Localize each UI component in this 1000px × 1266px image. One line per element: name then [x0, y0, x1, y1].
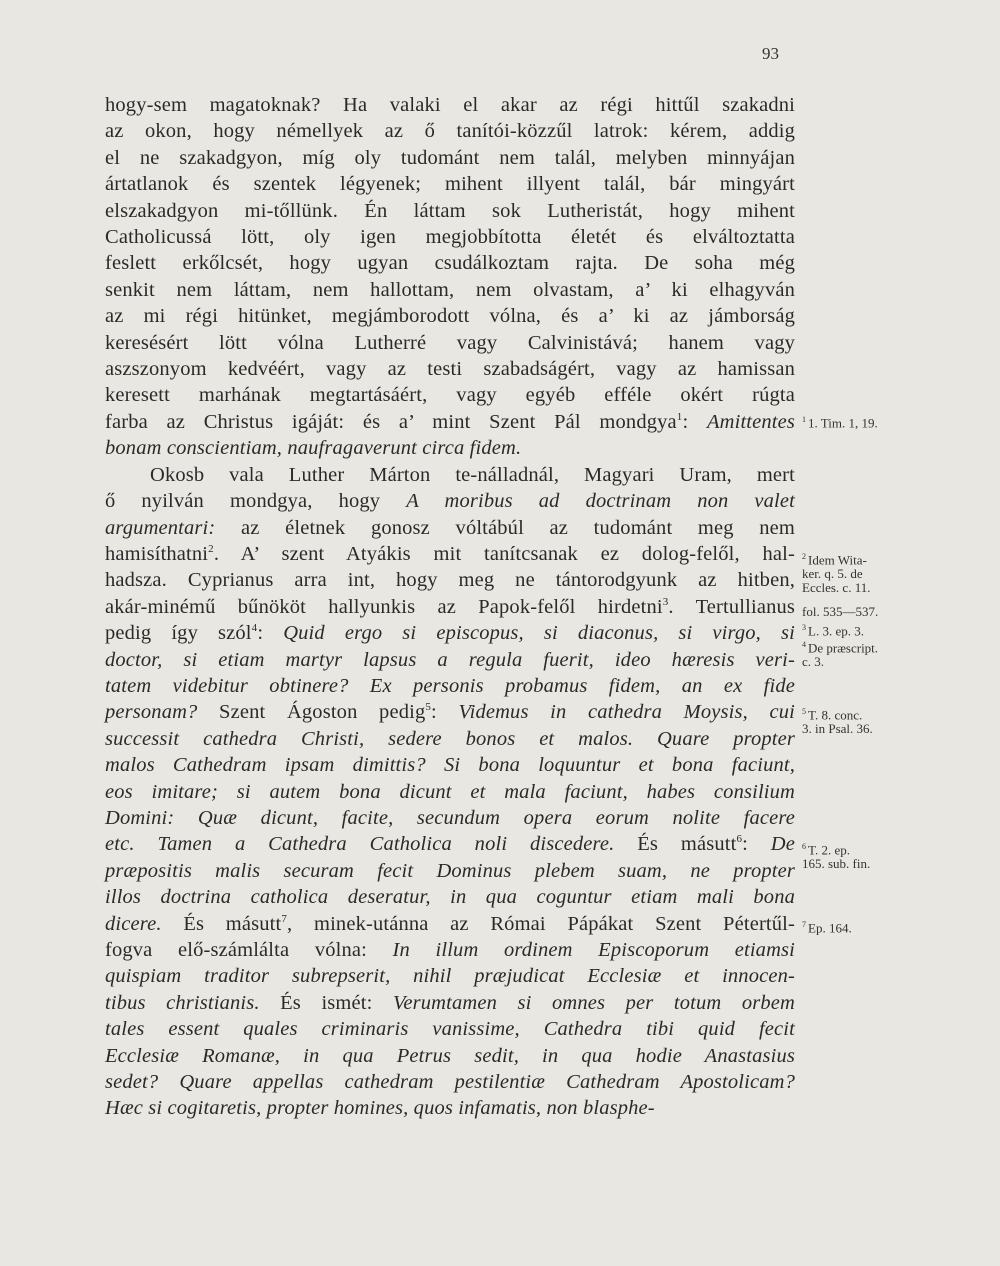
latin-quote: tales essent quales criminaris vanissime, Cathedra tibi quid fecit	[105, 1018, 795, 1041]
latin-quote: Ecclesiæ Romanæ, in qua Petrus sedit, in qua hodie Anastasius	[105, 1044, 795, 1067]
text-run: Szent Ágoston pedig	[197, 701, 426, 724]
margin-note	[802, 705, 873, 736]
text-line	[105, 620, 795, 646]
text-line	[105, 805, 795, 831]
text-line	[105, 858, 795, 884]
text-run: És ismét:	[259, 991, 393, 1014]
latin-quote: bonam conscientiam, naufragaverunt circa fidem.	[105, 437, 522, 460]
text-line	[105, 647, 795, 673]
footnote-ref: 3	[662, 595, 669, 608]
page-number: 93	[762, 44, 779, 63]
margin-note-text: Eccles. c. 11.	[802, 580, 871, 596]
text-run: hadsza. Cyprianus arra int, hogy meg ne tántorodgyunk az hitben,	[105, 569, 795, 592]
margin-note-text: 3. in Psal. 36.	[802, 721, 873, 737]
text-line	[105, 303, 795, 329]
text-line	[105, 250, 795, 276]
latin-quote: doctor, si etiam martyr lapsus a regula fuerit, ideo hæresis veri-	[105, 648, 795, 671]
text-run: :	[682, 410, 707, 433]
latin-quote: De	[770, 833, 796, 856]
text-line	[105, 990, 795, 1016]
footnote-ref: 5	[425, 701, 432, 714]
margin-note-number: 2	[802, 552, 806, 561]
text-line	[105, 884, 795, 910]
margin-note-text: Idem Wita-	[808, 552, 867, 568]
text-line	[105, 937, 795, 963]
margin-note	[802, 621, 864, 638]
margin-note	[802, 638, 878, 669]
margin-note-line	[802, 413, 878, 430]
margin-note-text: 165. sub. fin.	[802, 856, 871, 872]
text-line	[105, 224, 795, 250]
text-line	[105, 198, 795, 224]
text-run: az okon, hogy némellyek az ő tanítói-közzűl latrok: kérem, addig	[105, 120, 795, 143]
margin-note	[802, 413, 878, 430]
text-line	[105, 171, 795, 197]
text-run: feslett erkőlcsét, hogy ugyan csudálkoztam rajta. De soha még	[105, 252, 795, 275]
text-line	[105, 1069, 795, 1095]
text-line	[105, 673, 795, 699]
text-run: És másutt	[614, 833, 737, 856]
latin-quote: Videmus in cathedra Moysis, cui	[458, 701, 795, 724]
margin-note-line	[802, 705, 873, 722]
latin-quote: quispiam traditor subrepserit, nihil præjudicat Ecclesiæ et innocen-	[105, 965, 795, 988]
latin-quote: personam?	[105, 701, 198, 724]
text-run: akár-minémű bűnököt hallyunkis az Papok-felől hirdetni	[105, 595, 663, 618]
text-run: az mi régi hitünket, megjámborodott vólna, és a’ ki az jámborság	[105, 305, 795, 328]
text-run: aszszonyom kedvéért, vagy az testi szabadságért, vagy az hamissan	[105, 358, 795, 381]
margin-note-line	[802, 918, 852, 935]
footnote-ref: 4	[251, 622, 258, 635]
latin-quote: Hæc si cogitaretis, propter homines, quos infamatis, non blasphe-	[105, 1097, 655, 1120]
latin-quote: Amittentes	[706, 410, 796, 433]
latin-quote: tibus christianis.	[105, 991, 260, 1014]
text-line	[105, 726, 795, 752]
footnote-ref: 2	[208, 543, 214, 556]
margin-note-line	[802, 840, 870, 857]
latin-quote: etc. Tamen a Cathedra Catholica noli discedere.	[105, 833, 615, 856]
text-run: fogva elő-számlálta vólna:	[105, 939, 393, 961]
latin-quote: In illum ordinem Episcoporum etiamsi	[392, 939, 795, 961]
text-line	[105, 699, 795, 725]
margin-note-text: T. 2. ep.	[808, 842, 850, 858]
footnote-ref: 7	[281, 912, 288, 925]
text-run: :	[742, 833, 771, 856]
text-line	[105, 911, 795, 937]
margin-note-line	[802, 722, 873, 736]
footnote-ref: 1	[676, 411, 683, 424]
latin-quote: tatem videbitur obtinere? Ex personis probamus fidem, an ex fide	[105, 674, 795, 697]
margin-note-line	[802, 655, 878, 669]
text-line	[105, 435, 795, 461]
margin-note-number: 7	[802, 920, 806, 929]
text-run: :	[257, 622, 284, 645]
text-line	[105, 1095, 795, 1121]
latin-quote: sedet? Quare appellas cathedram pestilentiæ Cathedram Apostolicam?	[105, 1071, 795, 1094]
text-line	[105, 277, 795, 303]
margin-note-line	[802, 857, 870, 871]
latin-quote: argumentari:	[105, 516, 216, 539]
text-run: el ne szakadgyon, míg oly tudománt nem talál, melyben minnyájan	[105, 146, 795, 169]
latin-quote: malos Cathedram ipsam dimittis? Si bona loquuntur et bona faciunt,	[105, 754, 795, 777]
margin-note-text: c. 3.	[802, 654, 825, 670]
margin-note-line	[802, 605, 878, 619]
text-run: keresett marhának megtartásáért, vagy egyéb efféle okért rúgta	[105, 384, 795, 407]
margin-note	[802, 550, 870, 595]
text-line	[105, 409, 795, 435]
margin-note-text: De præscript.	[808, 640, 879, 656]
text-run: farba az Christus igáját: és a’ mint Szent Pál mondgya	[105, 410, 677, 433]
text-line	[105, 567, 795, 593]
margin-note-number: 3	[802, 623, 806, 632]
text-run: pedig így szól	[105, 622, 252, 645]
margin-note-text: fol. 535—537.	[802, 604, 879, 619]
text-line	[105, 831, 795, 857]
text-line	[105, 515, 795, 541]
latin-quote: A moribus ad doctrinam non valet	[406, 490, 795, 513]
text-run: senkit nem láttam, nem hallottam, nem olvastam, a’ ki elhagyván	[105, 278, 795, 301]
text-line	[105, 1016, 795, 1042]
margin-note-line	[802, 550, 870, 567]
latin-quote: Domini: Quæ dicunt, facite, secundum opera eorum nolite facere	[105, 806, 795, 829]
text-run: elszakadgyon mi-tőllünk. Én láttam sok Lutheristát, hogy mihent	[105, 199, 795, 222]
margin-note-text: T. 8. conc.	[808, 707, 863, 723]
margin-note-number: 5	[802, 707, 806, 716]
latin-quote: præpositis malis securam fecit Dominus plebem suam, ne propter	[105, 859, 795, 882]
text-line	[105, 92, 795, 118]
text-line	[105, 118, 795, 144]
margin-note-number: 1	[802, 415, 806, 424]
latin-quote: Verumtamen si omnes per totum orbem	[392, 991, 795, 1014]
text-line	[105, 1043, 795, 1069]
text-run: . A’ szent Atyákis mit tanítcsanak ez dolog-felől, hal-	[213, 542, 795, 565]
text-line	[105, 462, 795, 488]
text-line	[105, 752, 795, 778]
text-line	[105, 488, 795, 514]
margin-note-text: L. 3. ep. 3.	[808, 623, 864, 639]
margin-note-line	[802, 638, 878, 655]
margin-note-line	[802, 621, 864, 638]
latin-quote: illos doctrina catholica deseratur, in qua coguntur etiam mali bona	[105, 886, 795, 909]
text-run: És másutt	[161, 912, 282, 935]
text-run: , minek-utánna az Római Pápákat Szent Pétertűl-	[287, 912, 795, 935]
text-run: az életnek gonosz vóltábúl az tudománt meg nem	[215, 516, 795, 539]
margin-note-text: Ep. 164.	[808, 920, 852, 936]
text-run: keresésért lött vólna Lutherré vagy Calvinistává; hanem vagy	[105, 331, 795, 354]
text-line	[105, 963, 795, 989]
text-run: :	[431, 701, 459, 724]
text-line	[105, 382, 795, 408]
latin-quote: successit cathedra Christi, sedere bonos et malos. Quare propter	[105, 727, 795, 750]
text-run: ő nyilván mondgya, hogy	[105, 490, 407, 513]
main-text-block	[105, 92, 795, 1122]
margin-note	[802, 840, 870, 871]
margin-note-text: 1. Tim. 1, 19.	[808, 415, 878, 431]
margin-note-line	[802, 567, 870, 581]
text-line	[105, 145, 795, 171]
margin-note	[802, 918, 852, 935]
margin-note-number: 4	[802, 640, 806, 649]
text-line	[105, 779, 795, 805]
footnote-ref: 6	[736, 833, 743, 846]
text-run: hogy-sem magatoknak? Ha valaki el akar az régi hittűl szakadni	[105, 94, 795, 116]
text-line	[105, 594, 795, 620]
text-run: hamisíthatni	[105, 542, 209, 565]
margin-note-text: ker. q. 5. de	[802, 566, 863, 582]
text-run: Okosb vala Luther Márton te-nálladnál, Magyari Uram, mert	[150, 463, 795, 486]
text-line	[105, 541, 795, 567]
text-line	[105, 330, 795, 356]
text-run: ártatlanok és szentek légyenek; mihent illyent talál, bár mingyárt	[105, 173, 795, 196]
latin-quote: dicere.	[105, 912, 162, 935]
margin-note	[802, 605, 878, 619]
text-run: Catholicussá lött, oly igen megjobbította életét és elváltoztatta	[105, 226, 795, 249]
margin-note-number: 6	[802, 842, 806, 851]
text-run: . Tertullianus	[668, 595, 795, 618]
margin-note-line	[802, 581, 870, 595]
latin-quote: Quid ergo si episcopus, si diaconus, si virgo, si	[283, 622, 795, 645]
latin-quote: eos imitare; si autem bona dicunt et mala faciunt, habes consilium	[105, 780, 795, 803]
text-line	[105, 356, 795, 382]
